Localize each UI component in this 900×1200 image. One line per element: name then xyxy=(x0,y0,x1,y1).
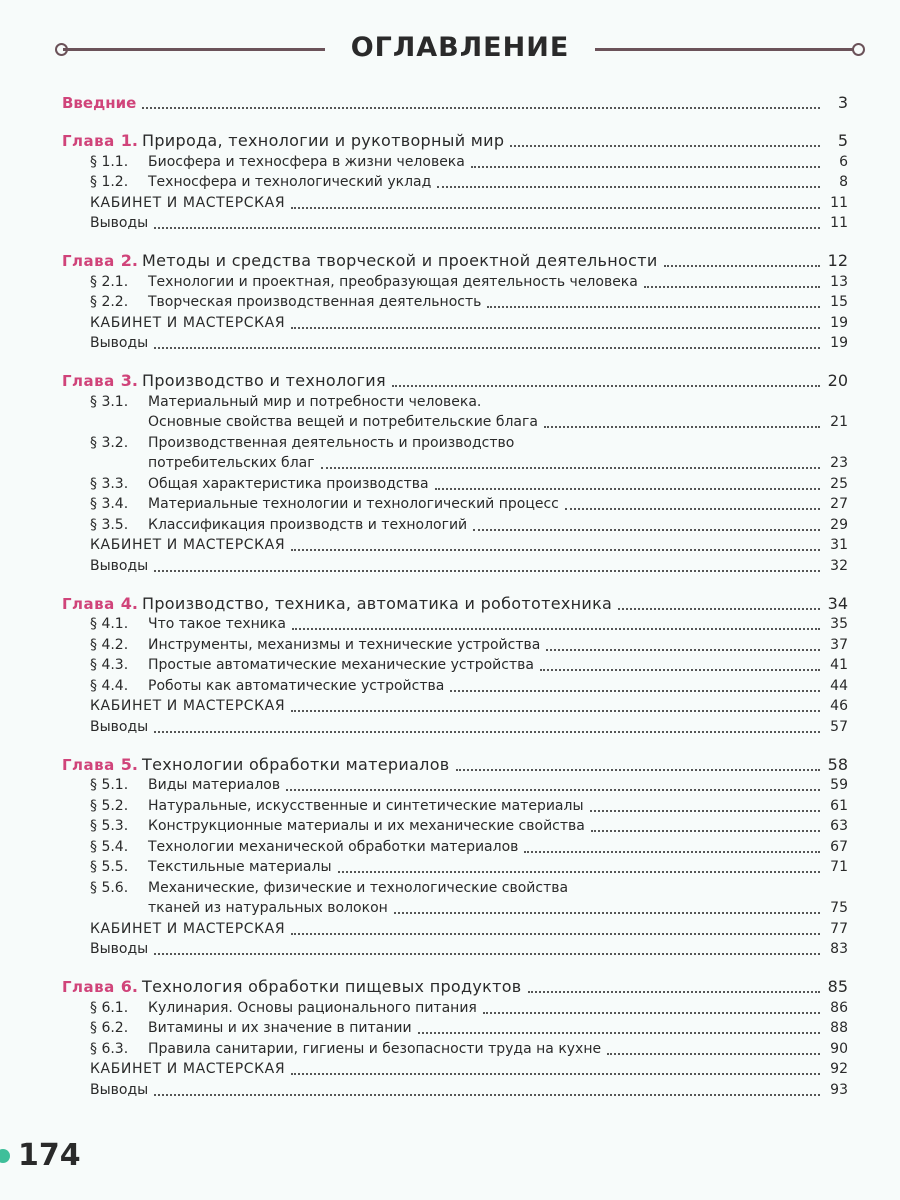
section-title: Технологии и проектная, преобразующая деятельность человека xyxy=(148,273,638,290)
page-number: 71 xyxy=(830,859,848,875)
section-title: Материальный мир и потребности человека. xyxy=(148,393,482,410)
dot-leader xyxy=(154,226,820,229)
toc-section-row[interactable] xyxy=(62,513,848,534)
section-heading xyxy=(62,838,518,856)
toc-section-row[interactable] xyxy=(62,1017,848,1038)
folio-dot-icon xyxy=(0,1149,10,1163)
section-heading xyxy=(62,817,585,835)
dot-leader xyxy=(450,689,820,692)
folio-number: 174 xyxy=(18,1138,81,1173)
toc-section-row[interactable] xyxy=(62,794,848,815)
section-number: § 4.4. xyxy=(90,677,129,694)
toc-section-continuation[interactable] xyxy=(62,452,848,473)
section-heading xyxy=(62,776,280,794)
cabinet-title: КАБИНЕТ И МАСТЕРСКАЯ xyxy=(90,314,286,331)
toc-section-row[interactable] xyxy=(62,654,848,675)
section-number: § 5.1. xyxy=(90,777,129,793)
toc-conclusions-row[interactable] xyxy=(62,715,848,736)
section-heading xyxy=(62,434,514,452)
page-title: ОГЛАВЛЕНИЕ xyxy=(350,32,570,63)
toc-section-row[interactable] xyxy=(62,876,848,897)
dot-leader xyxy=(338,870,820,873)
table-of-contents xyxy=(62,88,848,1099)
toc-section-row[interactable] xyxy=(62,835,848,856)
page-number: 85 xyxy=(827,977,848,996)
page-number: 21 xyxy=(830,414,848,430)
section-number: § 5.2. xyxy=(90,797,129,814)
page-number: 83 xyxy=(830,941,848,957)
page-number: 59 xyxy=(830,777,848,793)
section-heading xyxy=(62,797,584,815)
page-number: 3 xyxy=(837,93,848,112)
section-number: § 5.3. xyxy=(90,818,129,834)
page-number: 92 xyxy=(830,1061,848,1077)
section-heading xyxy=(62,153,465,171)
section-heading xyxy=(62,393,481,411)
dot-leader xyxy=(154,952,820,955)
chapter-label: Глава xyxy=(62,594,115,613)
toc-chapter-row[interactable] xyxy=(62,126,848,150)
toc-section-row[interactable] xyxy=(62,996,848,1017)
section-title: Правила санитарии, гигиены и безопасности труда на кухне xyxy=(148,1040,602,1057)
section-number: § 5.4. xyxy=(90,838,129,855)
toc-conclusions-row[interactable] xyxy=(62,554,848,575)
section-title: Конструкционные материалы и их механические свойства xyxy=(148,818,585,834)
conclusions-title: Выводы xyxy=(90,215,149,231)
section-heading xyxy=(62,858,332,876)
page-number: 6 xyxy=(839,153,848,170)
toc-chapter-row[interactable] xyxy=(62,246,848,270)
section-number: § 4.1. xyxy=(90,616,129,632)
chapter-heading xyxy=(62,978,522,996)
page-number: 25 xyxy=(830,475,848,492)
dot-leader xyxy=(528,990,820,993)
cabinet-title: КАБИНЕТ И МАСТЕРСКАЯ xyxy=(90,537,286,553)
dot-leader xyxy=(473,528,820,531)
toc-section-row[interactable] xyxy=(62,1037,848,1058)
dot-leader xyxy=(142,106,820,109)
section-number: § 4.3. xyxy=(90,657,129,673)
dot-leader xyxy=(483,1011,820,1014)
toc-section-row[interactable] xyxy=(62,815,848,836)
page-number: 5 xyxy=(837,131,848,150)
section-number: § 5.6. xyxy=(90,879,129,896)
chapter-number: 6. xyxy=(120,977,138,996)
section-title: Технологии механической обработки материалов xyxy=(148,838,519,855)
section-title: Производственная деятельность и производство xyxy=(148,434,515,451)
dot-leader xyxy=(591,829,820,832)
page-number: 23 xyxy=(830,455,848,471)
section-title: Натуральные, искусственные и синтетические материалы xyxy=(148,797,584,814)
page-number: 35 xyxy=(830,616,848,632)
page-number: 67 xyxy=(830,838,848,855)
dot-leader xyxy=(321,466,820,469)
page-number: 88 xyxy=(830,1020,848,1036)
dot-leader xyxy=(291,709,820,712)
section-heading xyxy=(62,999,477,1017)
page-number: 8 xyxy=(839,174,848,190)
section-number: § 1.1. xyxy=(90,153,129,170)
section-title: Кулинария. Основы рационального питания xyxy=(148,999,477,1016)
chapter-label: Глава xyxy=(62,252,115,270)
dot-leader xyxy=(154,569,820,572)
chapter-title: Производство и технология xyxy=(142,371,386,390)
section-number: § 3.2. xyxy=(90,434,129,451)
page-number: 11 xyxy=(830,194,848,211)
section-number: § 6.3. xyxy=(90,1040,129,1057)
dot-leader xyxy=(456,768,820,771)
dot-leader xyxy=(435,487,820,490)
section-title-continued: Основные свойства вещей и потребительские блага xyxy=(148,414,538,430)
chapter-title: Технологии обработки материалов xyxy=(142,754,450,774)
dot-leader xyxy=(291,326,820,329)
page-number: 19 xyxy=(830,314,848,331)
chapter-heading xyxy=(62,372,386,390)
dot-leader xyxy=(664,264,820,267)
chapter-title: Методы и средства творческой и проектной деятельности xyxy=(142,251,658,270)
page-number: 44 xyxy=(830,677,848,694)
chapter-label: Глава xyxy=(62,978,115,996)
section-number: § 6.2. xyxy=(90,1020,129,1036)
section-heading xyxy=(62,879,568,897)
section-heading xyxy=(62,273,638,291)
toc-section-row[interactable] xyxy=(62,431,848,452)
section-title: Техносфера и технологический уклад xyxy=(148,174,432,190)
dot-leader xyxy=(487,305,820,308)
toc-chapter-row[interactable] xyxy=(62,589,848,613)
dot-leader xyxy=(291,548,820,551)
page-number: 20 xyxy=(827,371,848,390)
page-number: 77 xyxy=(830,920,848,937)
chapter-number: 5. xyxy=(120,754,138,774)
page-number: 58 xyxy=(827,754,848,774)
section-heading xyxy=(62,1019,412,1037)
page-number: 12 xyxy=(827,251,848,270)
section-heading xyxy=(62,173,431,191)
toc-section-row[interactable] xyxy=(62,856,848,877)
chapter-label: Глава xyxy=(62,132,115,150)
chapter-number: 1. xyxy=(120,131,138,150)
toc-conclusions-row[interactable] xyxy=(62,1078,848,1099)
chapter-title: Технология обработки пищевых продуктов xyxy=(142,977,522,996)
dot-leader xyxy=(540,668,820,671)
section-title: Витамины и их значение в питании xyxy=(148,1020,412,1036)
page-number: 11 xyxy=(830,215,848,231)
page-number: 75 xyxy=(830,900,848,916)
cabinet-title: КАБИНЕТ И МАСТЕРСКАЯ xyxy=(90,1061,286,1077)
toc-section-row[interactable] xyxy=(62,270,848,291)
toc-section-continuation[interactable] xyxy=(62,411,848,432)
dot-leader xyxy=(510,144,820,147)
dot-leader xyxy=(291,1072,820,1075)
page-number: 41 xyxy=(830,657,848,673)
page-number: 57 xyxy=(830,718,848,735)
section-number: § 2.2. xyxy=(90,294,129,310)
section-number: § 2.1. xyxy=(90,273,129,290)
toc-section-row[interactable] xyxy=(62,291,848,312)
dot-leader xyxy=(394,911,820,914)
toc-section-row[interactable] xyxy=(62,613,848,634)
toc-section-row[interactable] xyxy=(62,774,848,795)
intro-label: Введние xyxy=(62,94,137,112)
page-number: 34 xyxy=(827,593,848,613)
page-number: 46 xyxy=(830,698,848,714)
toc-conclusions-row[interactable] xyxy=(62,938,848,959)
page-number: 15 xyxy=(830,294,848,310)
toc-section-row[interactable] xyxy=(62,390,848,411)
dot-leader xyxy=(618,607,820,610)
section-title: Что такое техника xyxy=(148,616,286,632)
dot-leader xyxy=(590,809,820,812)
section-number: § 5.5. xyxy=(90,859,129,875)
dot-leader xyxy=(644,285,820,288)
toc-cabinet-row[interactable] xyxy=(62,917,848,938)
conclusions-title: Выводы xyxy=(90,1081,149,1098)
section-number: § 3.5. xyxy=(90,516,129,533)
chapter-label: Глава xyxy=(62,755,115,774)
section-number: § 4.2. xyxy=(90,636,129,653)
section-title: Виды материалов xyxy=(148,777,281,793)
dot-leader xyxy=(471,165,820,168)
cabinet-title: КАБИНЕТ И МАСТЕРСКАЯ xyxy=(90,194,286,211)
section-heading xyxy=(62,495,559,513)
page-number: 61 xyxy=(830,797,848,814)
page-number: 19 xyxy=(830,335,848,351)
toc-section-row[interactable] xyxy=(62,633,848,654)
toc-chapter-row[interactable] xyxy=(62,972,848,996)
toc-cabinet-row[interactable] xyxy=(62,311,848,332)
dot-leader xyxy=(524,850,820,853)
dot-leader xyxy=(392,384,820,387)
section-title: Механические, физические и технологические свойства xyxy=(148,879,569,896)
dot-leader xyxy=(546,648,820,651)
section-number: § 6.1. xyxy=(90,999,129,1016)
page-number: 27 xyxy=(830,496,848,512)
dot-leader xyxy=(437,185,820,188)
section-title: Текстильные материалы xyxy=(148,859,332,875)
page-number: 93 xyxy=(830,1081,848,1098)
section-number: § 1.2. xyxy=(90,174,129,190)
toc-section-continuation[interactable] xyxy=(62,897,848,918)
toc-chapter-row[interactable] xyxy=(62,750,848,774)
section-heading xyxy=(62,636,540,654)
conclusions-title: Выводы xyxy=(90,941,149,957)
toc-section-row[interactable] xyxy=(62,472,848,493)
section-heading xyxy=(62,475,429,493)
toc-conclusions-row[interactable] xyxy=(62,332,848,353)
section-number: § 3.3. xyxy=(90,475,129,492)
section-heading xyxy=(62,677,444,695)
toc-chapter-row[interactable] xyxy=(62,366,848,390)
dot-leader xyxy=(607,1052,820,1055)
section-heading xyxy=(62,516,467,534)
page-number: 37 xyxy=(830,636,848,653)
section-title: Общая характеристика производства xyxy=(148,475,429,492)
chapter-heading xyxy=(62,595,612,613)
section-title-continued: тканей из натуральных волокон xyxy=(148,900,388,916)
toc-section-row[interactable] xyxy=(62,150,848,171)
page-number: 13 xyxy=(830,273,848,290)
section-number: § 3.1. xyxy=(90,393,129,410)
section-heading xyxy=(62,656,534,674)
section-heading xyxy=(62,615,286,633)
section-heading xyxy=(62,1040,601,1058)
dot-leader xyxy=(154,730,820,733)
dot-leader xyxy=(291,206,820,209)
conclusions-title: Выводы xyxy=(90,718,149,735)
dot-leader xyxy=(565,507,820,510)
conclusions-title: Выводы xyxy=(90,557,149,574)
section-title: Роботы как автоматические устройства xyxy=(148,677,445,694)
toc-section-row[interactable] xyxy=(62,171,848,192)
dot-leader xyxy=(418,1031,820,1034)
section-title: Простые автоматические механические устройства xyxy=(148,657,534,673)
chapter-title: Природа, технологии и рукотворный мир xyxy=(142,131,505,150)
page-number: 86 xyxy=(830,999,848,1016)
chapter-title: Производство, техника, автоматика и робототехника xyxy=(142,593,613,613)
section-title: Творческая производственная деятельность xyxy=(148,294,482,310)
dot-leader xyxy=(154,346,820,349)
chapter-heading xyxy=(62,132,504,150)
cabinet-title: КАБИНЕТ И МАСТЕРСКАЯ xyxy=(90,698,286,714)
conclusions-title: Выводы xyxy=(90,335,149,351)
dot-leader xyxy=(286,788,820,791)
dot-leader xyxy=(291,932,820,935)
page-number: 29 xyxy=(830,516,848,533)
folio xyxy=(0,1138,81,1173)
toc-section-row[interactable] xyxy=(62,674,848,695)
page-number: 32 xyxy=(830,557,848,574)
chapter-number: 3. xyxy=(120,371,138,390)
section-title: Биосфера и техносфера в жизни человека xyxy=(148,153,465,170)
title-ornament-right xyxy=(852,43,865,56)
section-title-continued: потребительских благ xyxy=(148,455,315,471)
chapter-number: 2. xyxy=(120,251,138,270)
toc-intro-row[interactable] xyxy=(62,88,848,112)
chapter-number: 4. xyxy=(120,593,138,613)
section-number: § 3.4. xyxy=(90,496,129,512)
page-number: 63 xyxy=(830,818,848,834)
toc-conclusions-row[interactable] xyxy=(62,212,848,233)
section-title: Классификация производств и технологий xyxy=(148,516,468,533)
section-heading xyxy=(62,293,481,311)
dot-leader xyxy=(544,425,820,428)
cabinet-title: КАБИНЕТ И МАСТЕРСКАЯ xyxy=(90,920,286,937)
toc-cabinet-row[interactable] xyxy=(62,1058,848,1079)
section-title: Инструменты, механизмы и технические устройства xyxy=(148,636,541,653)
toc-section-row[interactable] xyxy=(62,493,848,514)
section-title: Материальные технологии и технологический процесс xyxy=(148,496,559,512)
chapter-label: Глава xyxy=(62,372,115,390)
toc-cabinet-row[interactable] xyxy=(62,534,848,555)
dot-leader xyxy=(154,1093,820,1096)
title-rule-right xyxy=(595,48,857,51)
chapter-heading xyxy=(62,756,450,774)
page-number: 31 xyxy=(830,537,848,553)
title-bar xyxy=(55,30,865,70)
toc-cabinet-row[interactable] xyxy=(62,191,848,212)
toc-cabinet-row[interactable] xyxy=(62,695,848,716)
chapter-heading xyxy=(62,252,658,270)
page-number: 90 xyxy=(830,1040,848,1057)
dot-leader xyxy=(292,627,820,630)
